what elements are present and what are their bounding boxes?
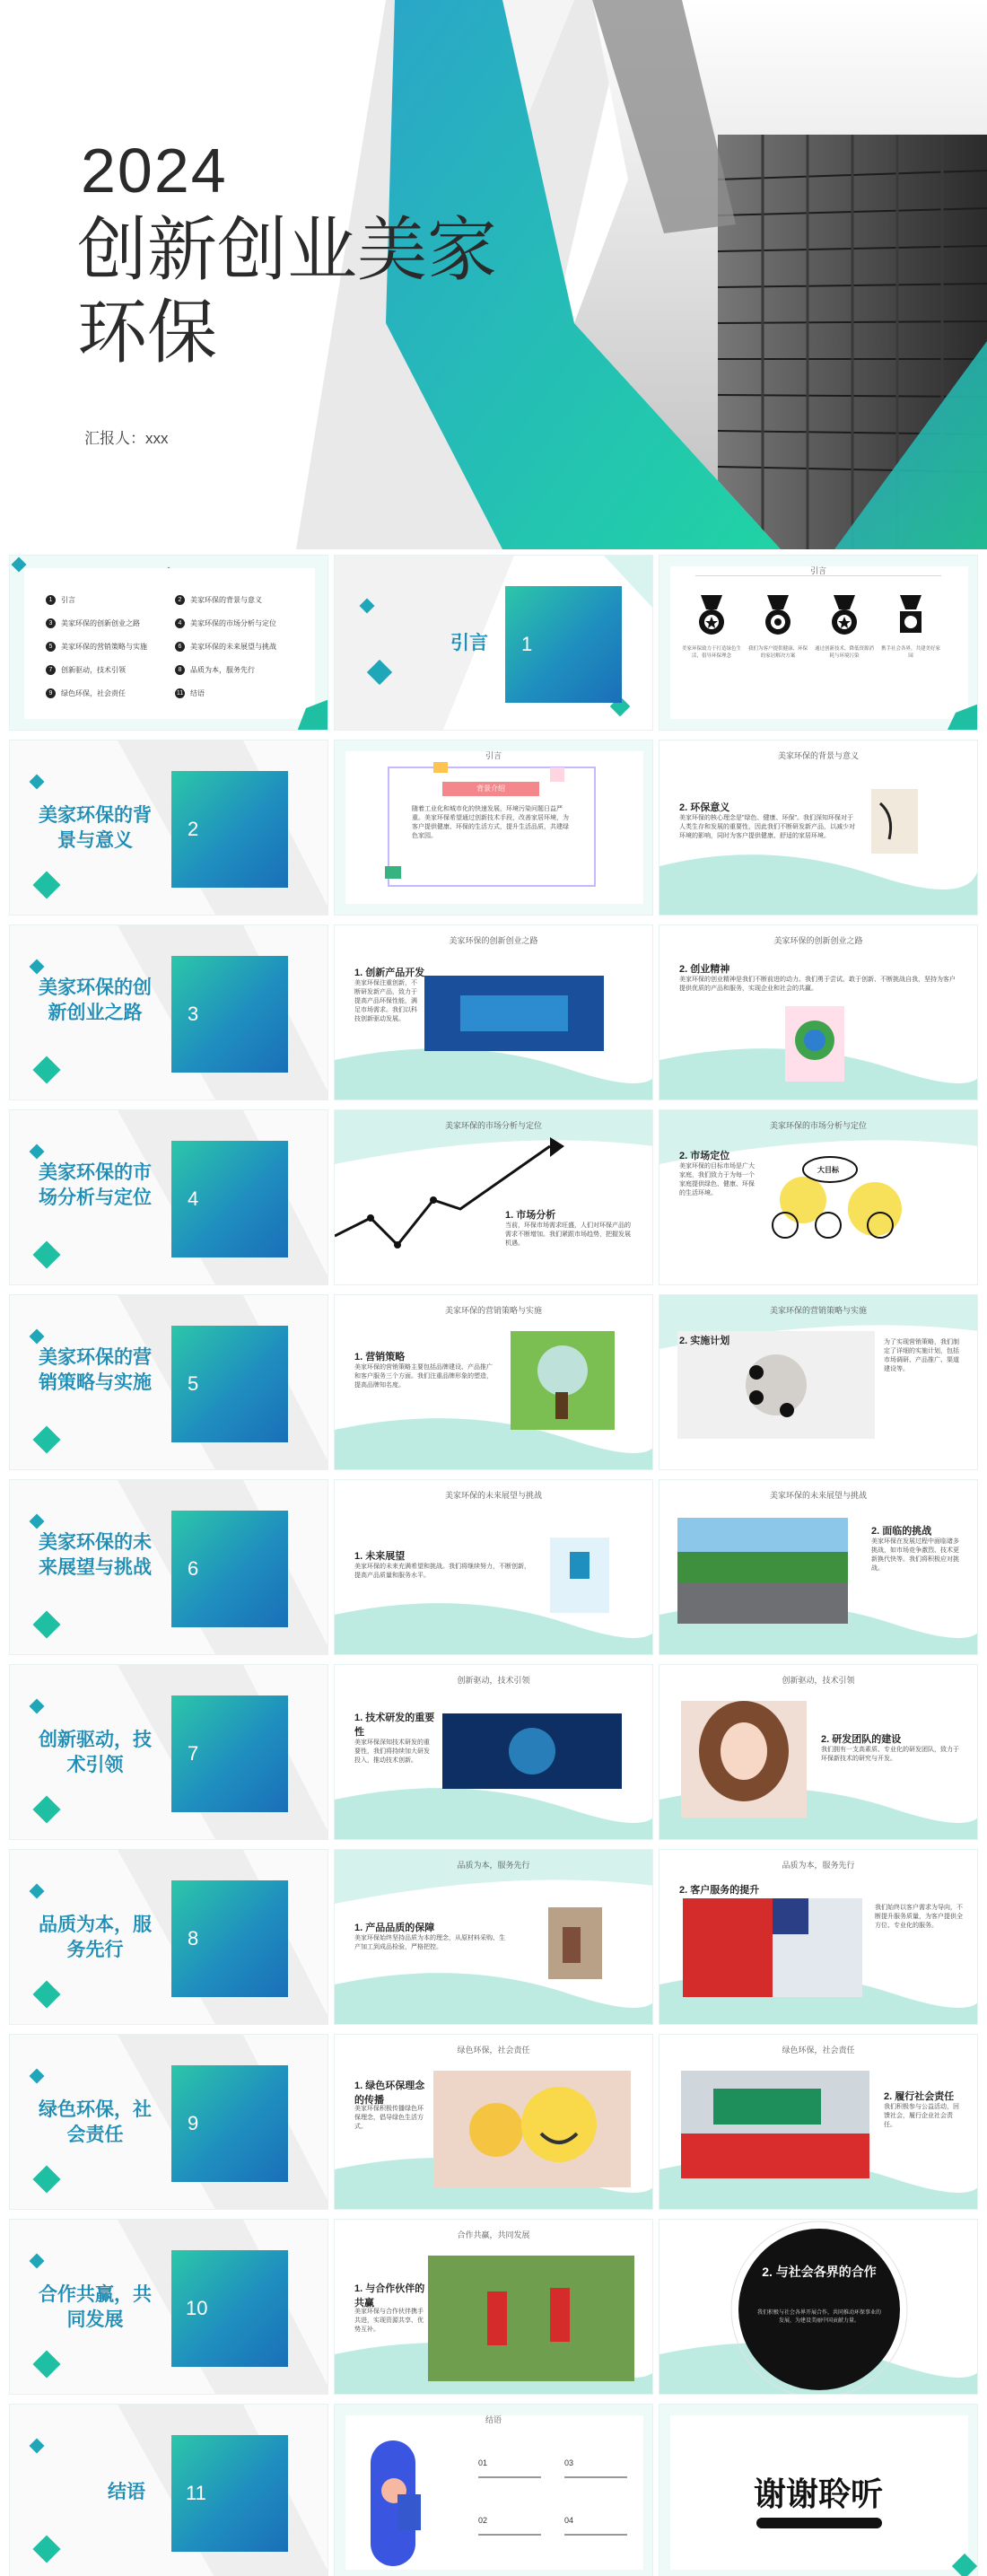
slide-body: 美家环保注重创新，不断研发新产品，致力于提高产品环保性能，满足市场需求。我们以科技创新驱动发展。 [354,980,417,1022]
toc-num: 11 [176,690,184,697]
section-number: 6 [188,1557,199,1580]
slide-header: 引言 [485,751,502,760]
slide-tech-1[interactable] [334,1664,653,1840]
medal-caption: 美家环保致力于打造绿色生活，倡导环保理念 [682,646,742,659]
slide-body: 美家环保的创业精神是我们不断前进的动力。我们勇于尝试、敢于创新、不断挑战自我，坚持为客户提供优质的产品和服务，实现企业和社会的共赢。 [679,977,956,992]
toc-num: 6 [175,642,185,652]
toc-label: 结语 [190,689,205,697]
medal-icon [760,595,796,640]
toc-item[interactable] [175,642,276,652]
slide-header: 美家环保的营销策略与实施 [769,1306,867,1315]
slide-body: 随着工业化和城市化的快速发展，环境污染问题日益严重。美家环保希望通过创新技术手段，改善家居环境，为客户提供健康、环保的生活方式，提升生活品质，共建绿色家园。 [412,806,569,839]
toc-header: - [167,563,170,572]
slide-body: 美家环保始终坚持品质为本的理念，从原材料采购、生产加工到成品检验，严格把控。 [354,1935,505,1950]
toc-item[interactable] [46,688,126,698]
circle-title: 2. 与社会各界的合作 [762,2265,877,2279]
slide-future-1[interactable] [334,1479,653,1655]
section-number: 4 [188,1187,199,1210]
section-title: 结语 [108,2482,145,2502]
slide-body: 美家环保深知技术研发的重要性，我们将持续加大研发投入，推动技术创新。 [354,1739,430,1764]
slide-body: 美家环保与合作伙伴携手共进，实现资源共享、优势互补。 [354,2309,424,2333]
slide-header: 创新驱动，技术引领 [782,1676,855,1685]
section-number: 3 [188,1003,199,1025]
toc-num: 8 [175,665,185,675]
toc-label: 美家环保的营销策略与实施 [61,643,147,651]
slide-body: 美家环保在发展过程中面临诸多挑战，如市场竞争激烈、技术更新换代快等。我们将积极应对挑战。 [871,1538,959,1572]
slide-header: 美家环保的市场分析与定位 [444,1121,542,1130]
slide-subhead: 1. 营销策略 [354,1352,406,1362]
slide-tech-2[interactable] [659,1664,978,1840]
slide-quality-1[interactable] [334,1849,653,2025]
slide-thanks[interactable] [659,2404,978,2576]
slide-section-6[interactable] [9,1479,328,1655]
slide-header: 美家环保的背景与意义 [777,751,859,760]
slide-header: 美家环保的创新创业之路 [773,936,863,945]
toc-label: 引言 [61,596,75,604]
toc-num: 9 [46,688,56,698]
slide-section-3[interactable] [9,924,328,1100]
slide-deco [335,1110,653,1285]
section-number: 5 [188,1372,199,1395]
toc-item[interactable] [46,618,140,628]
item-number: 04 [564,2516,574,2525]
slide-header: 结语 [485,2415,502,2424]
slide-path-1[interactable] [334,924,653,1100]
slide-subhead: 1. 产品品质的保障 [354,1923,435,1933]
section-title: 美家环保的未来展望与挑战 [39,1532,152,1578]
slide-deco [335,2405,653,2576]
slide-subhead: 1. 与合作伙伴的共赢 [354,2283,425,2309]
slide-body: 当前，环保市场需求旺盛，人们对环保产品的需求不断增加。我们紧跟市场趋势，把握发展机遇。 [505,1222,631,1247]
slide-subhead: 2. 研发团队的建设 [821,1734,902,1745]
slide-header: 引言 [809,566,826,575]
slide-body: 为了实现营销策略，我们制定了详细的实施计划，包括市场调研、产品推广、渠道建设等。 [884,1339,959,1372]
slide-deco [659,925,978,1100]
item-number: 02 [478,2516,488,2525]
slide-green-1[interactable] [334,2034,653,2210]
slide-header: 品质为本，服务先行 [457,1861,530,1870]
toc-item[interactable] [175,595,262,605]
slide-body: 美家环保的核心理念是"绿色、健康、环保"。我们深知环保对于人类生存和发展的重要性，因此我们不断研发新产品，以减少对环境的影响，同时为客户提供健康、舒适的家居环境。 [679,815,855,839]
medal-icon [826,595,862,640]
slide-body: 美家环保的营销策略主要包括品牌建设、产品推广和客户服务三个方面。我们注重品牌形象的塑造，提高品牌知名度。 [354,1364,493,1389]
slide-subhead: 2. 创业精神 [679,964,730,975]
thanks-text: 谢谢聆听 [753,2475,883,2512]
slide-subhead: 1. 未来展望 [354,1551,406,1562]
slide-header: 美家环保的市场分析与定位 [769,1121,867,1130]
slide-path-2[interactable] [659,924,978,1100]
section-title: 合作共赢，共同发展 [39,2284,152,2330]
medal-icon [893,595,929,640]
slide-green-2[interactable] [659,2034,978,2210]
slide-header: 美家环保的创新创业之路 [449,936,538,945]
slide-section-4[interactable] [9,1109,328,1285]
box-label: 背景介绍 [442,782,539,796]
slide-subhead: 2. 客户服务的提升 [679,1885,760,1896]
slide-body: 我们拥有一支高素质、专业化的研发团队，致力于环保新技术的研究与开发。 [821,1747,959,1762]
toc-item[interactable] [175,618,276,628]
slide-section-8[interactable] [9,1849,328,2025]
medal-caption: 通过创新技术，降低资源消耗与环境污染 [815,646,875,659]
item-rule [564,2476,627,2478]
slide-intro-bg[interactable] [334,740,653,916]
toc-item[interactable] [175,688,205,698]
slide-subhead: 1. 技术研发的重要性 [354,1713,435,1738]
toc-label: 美家环保的创新创业之路 [61,619,140,627]
toc-num: 3 [46,618,56,628]
section-number: 10 [186,2297,208,2319]
slide-subhead: 2. 面临的挑战 [871,1526,932,1537]
slide-header: 品质为本，服务先行 [782,1861,855,1870]
medal-caption: 我们为客户提供健康、环保的家居解决方案 [748,646,808,659]
slide-header: 合作共赢，共同发展 [457,2230,530,2239]
toc-label: 美家环保的背景与意义 [190,596,262,604]
slide-header: 绿色环保，社会责任 [457,2046,530,2055]
slide-body: 我们积极参与公益活动，回馈社会，履行企业社会责任。 [884,2104,959,2128]
cover-title: 创新创业美家环保 [77,210,498,372]
toc-label: 绿色环保，社会责任 [61,689,126,697]
slide-subhead: 1. 绿色环保理念的传播 [354,2081,425,2106]
toc-label: 美家环保的未来展望与挑战 [190,643,276,651]
slide-bg-meaning[interactable] [659,740,978,916]
slide-intro-medals[interactable] [659,555,978,731]
section-title: 美家环保的营销策略与实施 [39,1347,152,1393]
slide-subhead: 2. 市场定位 [679,1151,730,1161]
item-rule [478,2534,541,2536]
toc-label: 品质为本，服务先行 [190,666,255,674]
slide-marketing-2[interactable] [659,1294,978,1470]
slide-coop-2[interactable] [659,2219,978,2395]
slide-subhead: 1. 市场分析 [505,1210,556,1221]
slide-quality-2[interactable] [659,1849,978,2025]
medal-caption: 携手社会各界，共建美好家园 [881,646,941,659]
slide-market-2[interactable] [659,1109,978,1285]
cover-slide [0,0,987,549]
toc-num: 1 [46,595,56,605]
toc-label: 创新驱动，技术引领 [61,666,126,674]
slide-subhead: 2. 环保意义 [679,802,730,813]
section-number: 8 [188,1927,199,1950]
slide-section-9[interactable] [9,2034,328,2210]
toc-label: 美家环保的市场分析与定位 [190,619,276,627]
slide-subhead: 2. 实施计划 [679,1336,730,1346]
cover-reporter: 汇报人：xxx [84,430,169,447]
slide-subhead: 2. 履行社会责任 [884,2091,955,2102]
slide-grid [0,555,987,2576]
thanks-underline [756,2518,882,2528]
slide-section-1[interactable] [334,555,653,731]
section-title: 品质为本，服务先行 [39,1914,152,1960]
slide-header: 美家环保的未来展望与挑战 [444,1491,542,1500]
slide-section-5[interactable] [9,1294,328,1470]
slide-ending-list[interactable] [334,2404,653,2576]
toc-num: 2 [175,595,185,605]
toc-item[interactable] [46,642,147,652]
toc-item[interactable] [175,665,255,675]
header-rule [695,575,941,576]
slide-future-2[interactable] [659,1479,978,1655]
item-rule [564,2534,627,2536]
item-rule [478,2476,541,2478]
slide-market-1[interactable] [334,1109,653,1285]
slide-section-11[interactable] [9,2404,328,2576]
item-number: 03 [564,2458,574,2467]
slide-deco [659,1850,978,2025]
slide-header: 创新驱动，技术引领 [457,1676,530,1685]
section-title: 绿色环保，社会责任 [39,2099,152,2145]
section-number: 11 [186,2482,206,2504]
medal-icon [694,595,729,640]
toc-num: 7 [46,665,56,675]
cover-year: 2024 [81,136,228,206]
slide-body: 美家环保积极传播绿色环保理念，倡导绿色生活方式。 [354,2106,424,2130]
slide-header: 美家环保的未来展望与挑战 [769,1491,867,1500]
section-title: 美家环保的背景与意义 [39,805,152,851]
slide-deco [659,556,978,731]
slide-header: 美家环保的营销策略与实施 [444,1306,542,1315]
slide-section-7[interactable] [9,1664,328,1840]
slide-body: 美家环保的目标市场是广大家庭，我们致力于为每一个家庭提供绿色、健康、环保的生活环境。 [679,1163,755,1196]
slide-marketing-1[interactable] [334,1294,653,1470]
section-title: 美家环保的市场分析与定位 [39,1162,152,1208]
circle-body: 我们积极与社会各界开展合作，共同推动环保事业的发展，为建设美丽中国贡献力量。 [756,2310,881,2324]
toc-num: 4 [175,618,185,628]
section-title: 引言 [450,633,488,653]
slide-toc[interactable] [9,555,328,731]
section-number: 9 [188,2112,199,2134]
section-title: 创新驱动，技术引领 [39,1730,152,1775]
slide-deco [659,1295,978,1470]
section-title: 美家环保的创新创业之路 [39,977,152,1023]
toc-item[interactable] [46,595,75,605]
slide-body: 我们始终以客户需求为导向，不断提升服务质量，为客户提供全方位、专业化的服务。 [875,1905,963,1929]
slide-subhead: 1. 创新产品开发 [354,968,425,978]
toc-num: 5 [46,642,56,652]
slide-body: 美家环保的未来充满希望和挑战。我们将继续努力，不断创新，提高产品质量和服务水平。 [354,1564,530,1579]
item-number: 01 [478,2458,488,2467]
slide-section-2[interactable] [9,740,328,916]
goal-badge: 大目标 [817,1166,839,1174]
section-number: 2 [188,818,199,840]
slide-coop-1[interactable] [334,2219,653,2395]
slide-header: 绿色环保，社会责任 [782,2046,855,2055]
section-number: 7 [188,1742,199,1765]
toc-item[interactable] [46,665,126,675]
slide-section-10[interactable] [9,2219,328,2395]
section-number: 1 [521,633,533,655]
